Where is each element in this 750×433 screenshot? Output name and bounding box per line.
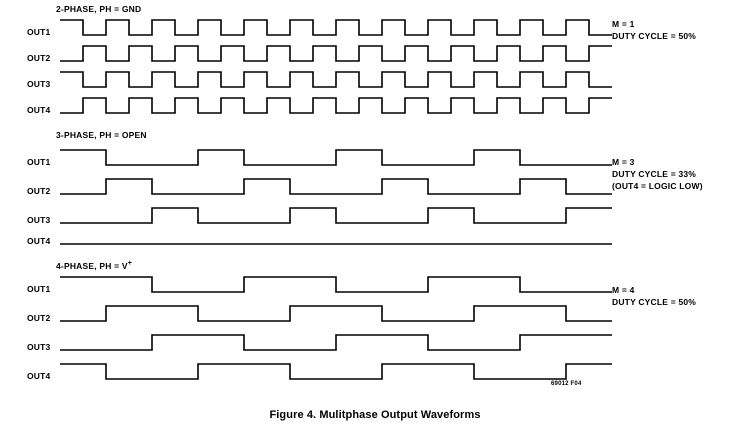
channel-label-3phase-out1: OUT1 bbox=[27, 157, 51, 167]
channel-label-3phase-out3: OUT3 bbox=[27, 215, 51, 225]
channel-label-2phase-out4: OUT4 bbox=[27, 105, 51, 115]
section-title-2-phase: 2-PHASE, PH = GND bbox=[56, 4, 142, 14]
waveform-2-PHASE, PH = GND-OUT3 bbox=[60, 72, 612, 87]
note-3phase-line-2: DUTY CYCLE = 33% bbox=[612, 169, 697, 179]
channel-label-2phase-out1: OUT1 bbox=[27, 27, 51, 37]
waveform-4-PHASE, PH = V+-OUT2 bbox=[60, 306, 612, 321]
waveform-4-PHASE, PH = V+-OUT1 bbox=[60, 277, 612, 292]
note-2-phase bbox=[612, 18, 696, 42]
channel-label-2phase-out2: OUT2 bbox=[27, 53, 51, 63]
note-4phase-line-2: DUTY CYCLE = 50% bbox=[612, 297, 697, 307]
figure-caption: Figure 4. Mulitphase Output Waveforms bbox=[269, 409, 481, 421]
waveform-3-PHASE, PH = OPEN-OUT2 bbox=[60, 179, 612, 194]
channel-label-2phase-out3: OUT3 bbox=[27, 79, 51, 89]
waveform-3-PHASE, PH = OPEN-OUT1 bbox=[60, 150, 612, 165]
note-3phase-line-1: M = 3 bbox=[612, 157, 635, 167]
channel-label-4phase-out1: OUT1 bbox=[27, 284, 51, 294]
waveform-4-PHASE, PH = V+-OUT3 bbox=[60, 335, 612, 350]
note-2phase-line-1: M = 1 bbox=[612, 19, 635, 29]
channel-label-3phase-out4: OUT4 bbox=[27, 236, 51, 246]
waveform-2-PHASE, PH = GND-OUT2 bbox=[60, 46, 612, 61]
channel-label-4phase-out4: OUT4 bbox=[27, 371, 51, 381]
part-number-label: 69012 F04 bbox=[551, 381, 582, 387]
channel-label-4phase-out2: OUT2 bbox=[27, 313, 51, 323]
waveform-4-PHASE, PH = V+-OUT4 bbox=[60, 364, 612, 379]
note-4-phase bbox=[612, 284, 696, 308]
note-3-phase bbox=[612, 156, 703, 192]
note-2phase-line-2: DUTY CYCLE = 50% bbox=[612, 31, 697, 41]
channel-label-4phase-out3: OUT3 bbox=[27, 342, 51, 352]
waveform-3-PHASE, PH = OPEN-OUT3 bbox=[60, 208, 612, 223]
section-title-4-phase: 4-PHASE, PH = V+ bbox=[56, 260, 133, 271]
section-title-3-phase: 3-PHASE, PH = OPEN bbox=[56, 130, 147, 140]
waveform-2-PHASE, PH = GND-OUT1 bbox=[60, 20, 612, 35]
note-4phase-line-1: M = 4 bbox=[612, 285, 635, 295]
waveform-2-PHASE, PH = GND-OUT4 bbox=[60, 98, 612, 113]
note-3phase-line-3: (OUT4 = LOGIC LOW) bbox=[612, 181, 703, 191]
channel-label-3phase-out2: OUT2 bbox=[27, 186, 51, 196]
